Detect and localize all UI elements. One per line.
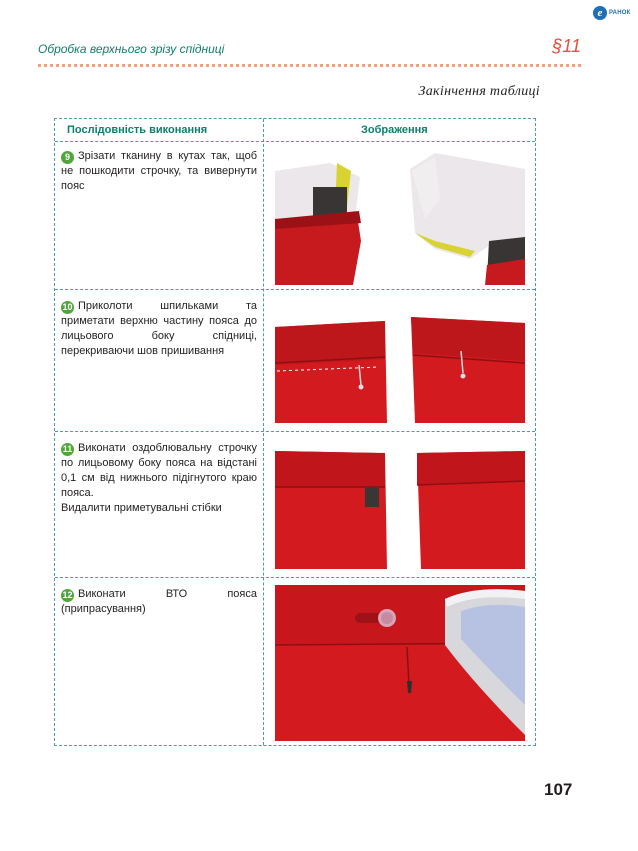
publisher-logo — [593, 6, 630, 20]
page-number: 107 — [544, 780, 573, 799]
pressing-waistband-illustration — [275, 585, 525, 741]
step-row-12 — [61, 587, 257, 617]
row-divider — [55, 577, 535, 578]
column-divider — [263, 119, 264, 745]
header-divider — [38, 64, 581, 67]
logo-mark: e — [593, 6, 607, 20]
step-text: Виконати ВТО пояса (припрасування) — [61, 588, 257, 615]
step-number-badge: 12 — [62, 590, 73, 600]
step-number-badge: 10 — [62, 302, 73, 312]
step-text: Приколоти шпильками та приметати верхню частину пояса до лицьового боку спідниці, перекриваючи шов пришивання — [61, 300, 257, 357]
row-divider — [55, 289, 535, 290]
step-11-image — [275, 441, 525, 569]
step-row-11 — [61, 441, 257, 516]
step-9-image — [275, 149, 525, 285]
table-caption: Закінчення таблиці — [418, 84, 540, 99]
logo-text: РАНОК — [609, 10, 631, 16]
topstitched-waistband-illustration — [275, 441, 525, 569]
step-12-image — [275, 585, 525, 741]
row-divider — [55, 141, 535, 142]
row-divider — [55, 431, 535, 432]
step-text: Виконати оздоблювальну строчку по лицьовому боку пояса на відстані 0,1 см від нижнього підігнутого краю пояса. — [61, 442, 257, 499]
step-text: Зрізати тканину в кутах так, щоб не пошкодити строчку, та вивернути пояс — [61, 150, 257, 192]
pinned-waistband-illustration — [275, 297, 525, 423]
steps-table — [54, 118, 536, 746]
column-header-image: Зображення — [361, 124, 428, 136]
step-row-9 — [61, 149, 257, 194]
column-header-sequence: Послідовність виконання — [67, 124, 208, 136]
trimmed-corners-illustration — [275, 149, 525, 285]
step-number-badge: 9 — [61, 151, 74, 164]
step-number-badge: 11 — [62, 444, 73, 454]
step-10-image — [275, 297, 525, 423]
step-text-continued: Видалити приметувальні стібки — [61, 502, 222, 514]
header-title: Обробка верхнього зрізу спідниці — [38, 42, 225, 56]
step-row-10 — [61, 299, 257, 359]
section-number: §11 — [552, 36, 581, 56]
